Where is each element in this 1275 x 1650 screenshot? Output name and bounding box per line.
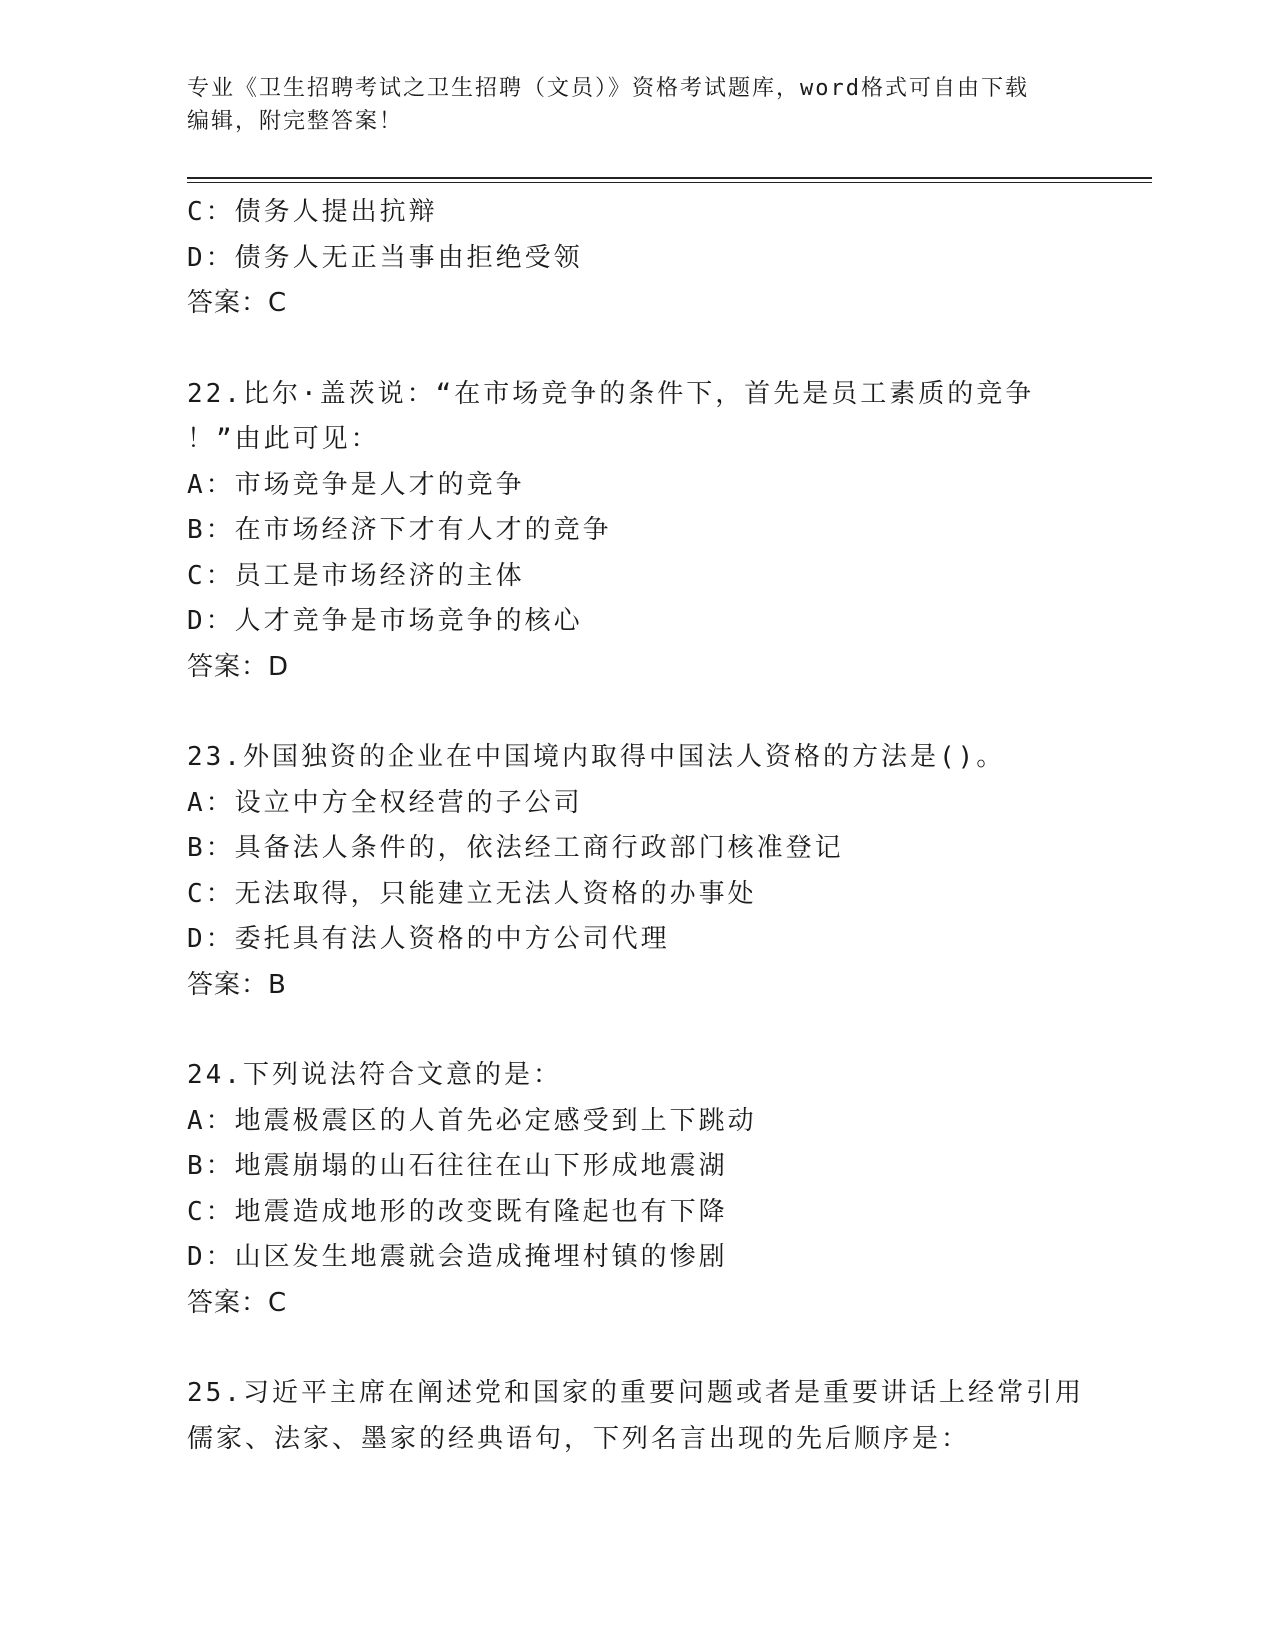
header-line-2: 编辑，附完整答案！ — [187, 109, 404, 134]
option-c: C：员工是市场经济的主体 — [187, 560, 525, 591]
option-b: B：在市场经济下才有人才的竞争 — [187, 515, 612, 545]
header-line-1: 专业《卫生招聘考试之卫生招聘（文员）》资格考试题库，word格式可自由下载 — [187, 76, 1029, 101]
document-header — [187, 72, 1087, 138]
question-23-stem: 23.外国独资的企业在中国境内取得中国法人资格的方法是()。 — [187, 742, 1006, 772]
option-a: A：设立中方全权经营的子公司 — [187, 787, 583, 818]
option-c: C：地震造成地形的改变既有隆起也有下降 — [187, 1196, 728, 1227]
answer: 答案：D — [187, 651, 290, 682]
option-a: A：地震极震区的人首先必定感受到上下跳动 — [187, 1105, 757, 1136]
answer: 答案：B — [187, 969, 287, 1000]
option-d: D：人才竞争是市场竞争的核心 — [187, 606, 583, 636]
header-rule-thick — [187, 177, 1152, 179]
question-22-stem-cont: ！”由此可见： — [187, 424, 380, 454]
answer: 答案：C — [187, 288, 288, 318]
question-24-stem: 24.下列说法符合文意的是： — [187, 1060, 562, 1090]
answer: 答案：C — [187, 1287, 288, 1318]
option-d: D：山区发生地震就会造成掩埋村镇的惨剧 — [187, 1242, 728, 1272]
question-25-stem-cont: 儒家、法家、墨家的经典语句，下列名言出现的先后顺序是： — [187, 1423, 971, 1454]
option-b: B：地震崩塌的山石往往在山下形成地震湖 — [187, 1151, 728, 1181]
option-c: C：无法取得，只能建立无法人资格的办事处 — [187, 878, 757, 909]
option-d: D：委托具有法人资格的中方公司代理 — [187, 924, 670, 954]
question-22-stem: 22.比尔·盖茨说：“在市场竞争的条件下，首先是员工素质的竞争 — [187, 378, 1035, 409]
option-b: B：具备法人条件的，依法经工商行政部门核准登记 — [187, 833, 844, 863]
question-25-stem: 25.习近平主席在阐述党和国家的重要问题或者是重要讲话上经常引用 — [187, 1378, 1084, 1408]
header-rule-thin — [187, 182, 1152, 183]
question-list — [187, 190, 1107, 1462]
option-d: D：债务人无正当事由拒绝受领 — [187, 242, 583, 273]
option-a: A：市场竞争是人才的竞争 — [187, 469, 525, 500]
option-c: C：债务人提出抗辩 — [187, 197, 438, 227]
